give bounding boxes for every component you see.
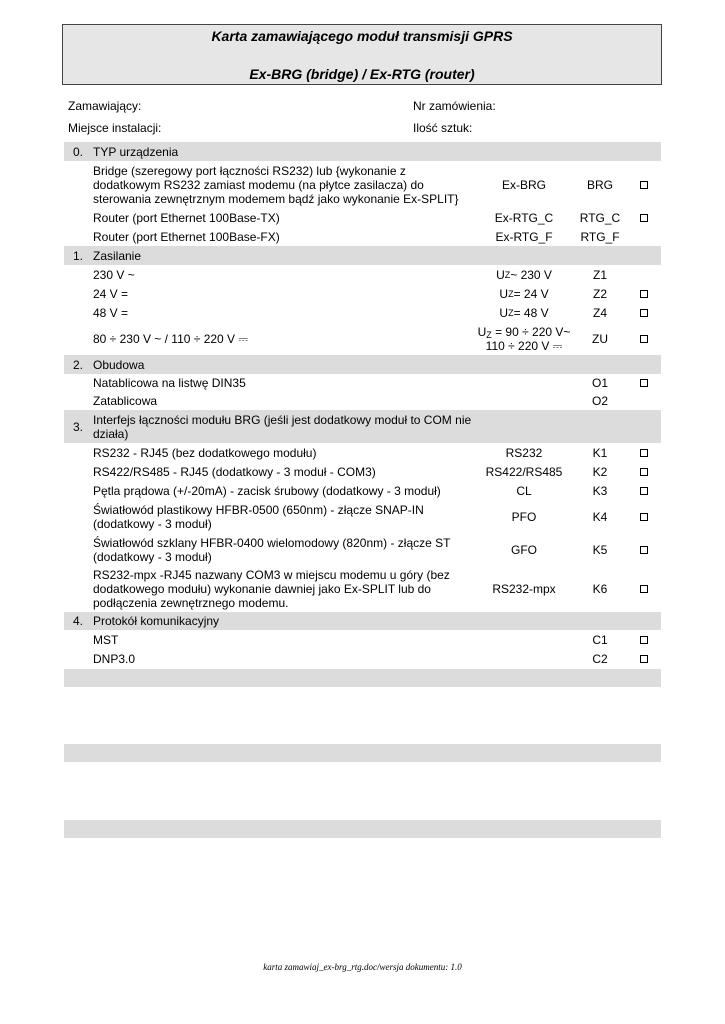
- option-description: 24 V =: [93, 286, 129, 301]
- section-label: Zasilanie: [93, 248, 142, 263]
- checkbox-k3[interactable]: [640, 487, 648, 495]
- option-tag: Z1: [592, 267, 607, 282]
- option-row-k2: [64, 462, 661, 481]
- checkbox-c2[interactable]: [640, 655, 648, 663]
- section-number: 0.: [72, 144, 83, 159]
- option-tag: K3: [592, 483, 608, 498]
- option-description: DNP3.0: [93, 651, 136, 666]
- section-label: TYP urządzenia: [93, 144, 179, 159]
- option-row-z2: [64, 284, 661, 303]
- option-description: Pętla prądowa (+/-20mA) - zacisk śrubowy (dodatkowy - 3 moduł): [93, 483, 441, 498]
- option-tag: Z2: [592, 286, 607, 301]
- checkbox-k6[interactable]: [640, 585, 648, 593]
- empty-shaded-band: [64, 744, 661, 762]
- option-description: Natablicowa na listwę DIN35: [93, 376, 246, 390]
- option-row-z1: [64, 265, 661, 284]
- quantity-label: Ilość sztuk:: [413, 121, 473, 135]
- option-code: GFO: [511, 542, 537, 557]
- section-interface: [64, 410, 661, 443]
- option-tag: O1: [591, 376, 608, 390]
- option-row-k3: [64, 481, 661, 500]
- checkbox-k1[interactable]: [640, 449, 648, 457]
- option-row-brg: [64, 162, 661, 208]
- option-code: U Z = 24 V: [499, 286, 549, 301]
- checkbox-rtg-c[interactable]: [640, 214, 648, 222]
- option-row-z4: [64, 303, 661, 322]
- checkbox-z2[interactable]: [640, 290, 648, 298]
- section-number: 3.: [72, 419, 83, 434]
- document-title: [62, 24, 662, 85]
- option-code: U Z ~ 230 V: [496, 267, 552, 282]
- option-row-k1: [64, 443, 661, 462]
- option-row-rtg-f: [64, 227, 661, 246]
- option-description: 80 ÷ 230 V ~ / 110 ÷ 220 V ⎓: [93, 331, 248, 346]
- option-tag: Z4: [592, 305, 607, 320]
- option-description: 48 V =: [93, 305, 129, 320]
- option-description: Router (port Ethernet 100Base-TX): [93, 210, 280, 225]
- empty-shaded-band: [64, 669, 661, 687]
- option-code: Ex-RTG_F: [495, 229, 553, 244]
- option-tag: RTG_C: [579, 210, 621, 225]
- option-tag: O2: [591, 394, 608, 408]
- empty-shaded-band: [64, 820, 661, 838]
- option-tag: K5: [592, 542, 608, 557]
- option-row-k5: [64, 533, 661, 566]
- section-device-type: [64, 142, 661, 161]
- option-description: Bridge (szeregowy port łączności RS232) lub {wykonanie z dodatkowym RS232 zamiast modemu (na płytce zasilacza) do sterowania zewnętrznym modemem bądź jako wykonanie Ex-SPLIT}: [93, 164, 459, 206]
- option-description: 230 V ~: [93, 267, 135, 282]
- option-description: Router (port Ethernet 100Base-FX): [93, 229, 280, 244]
- checkbox-brg[interactable]: [640, 181, 648, 189]
- location-label: Miejsce instalacji:: [68, 121, 162, 135]
- option-tag: ZU: [592, 331, 608, 346]
- checkbox-zu[interactable]: [640, 335, 648, 343]
- section-protocol: [64, 612, 661, 630]
- option-description: Zatablicowa: [93, 394, 158, 408]
- option-code: CL: [516, 483, 532, 498]
- option-code: PFO: [511, 509, 537, 524]
- orderer-label: Zamawiający:: [68, 99, 142, 113]
- option-description: RS232-mpx -RJ45 nazwany COM3 w miejscu modemu u góry (bez dodatkowego modułu) wykonanie dawniej jako Ex-SPLIT lub do podłączenia zewnętrznego modemu.: [93, 568, 450, 610]
- option-tag: K6: [592, 582, 608, 596]
- checkbox-c1[interactable]: [640, 636, 648, 644]
- option-tag: RTG_F: [580, 229, 620, 244]
- title-line-2: Ex-BRG (bridge) / Ex-RTG (router): [249, 66, 475, 82]
- option-description: RS232 - RJ45 (bez dodatkowego modułu): [93, 445, 317, 460]
- checkbox-z4[interactable]: [640, 309, 648, 317]
- section-number: 1.: [72, 248, 83, 263]
- checkbox-k2[interactable]: [640, 468, 648, 476]
- option-row-zu: [64, 322, 661, 355]
- title-line-1: Karta zamawiającego moduł transmisji GPRS: [211, 28, 513, 44]
- section-label: Obudowa: [93, 357, 145, 372]
- option-tag: K4: [592, 509, 608, 524]
- option-code: RS232: [505, 445, 543, 460]
- option-row-k6: [64, 566, 661, 612]
- option-code: RS232-mpx: [492, 582, 556, 596]
- option-row-k4: [64, 500, 661, 533]
- document-footer: karta zamawiaj_ex-brg_rtg.doc/wersja dokumentu: 1.0: [263, 962, 462, 972]
- option-row-o1: [64, 374, 661, 392]
- option-description: Światłowód szklany HFBR-0400 wielomodowy (820nm) - złącze ST (dodatkowy - 3 moduł): [93, 535, 451, 564]
- option-description: RS422/RS485 - RJ45 (dodatkowy - 3 moduł - COM3): [93, 464, 376, 479]
- section-label: Interfejs łączności modułu BRG (jeśli jest dodatkowy moduł to COM nie działa): [93, 412, 472, 441]
- option-description: MST: [93, 632, 119, 647]
- option-code: U Z = 48 V: [499, 305, 549, 320]
- section-number: 2.: [72, 357, 83, 372]
- section-number: 4.: [72, 614, 83, 628]
- option-code: Ex-BRG: [501, 178, 546, 192]
- option-row-c2: [64, 649, 661, 668]
- section-power-supply: [64, 246, 661, 265]
- option-tag: BRG: [586, 178, 613, 192]
- option-row-rtg-c: [64, 208, 661, 227]
- checkbox-k4[interactable]: [640, 513, 648, 521]
- section-housing: [64, 355, 661, 374]
- option-tag: C1: [592, 632, 608, 647]
- option-tag: K1: [592, 445, 608, 460]
- option-code: Ex-RTG_C: [494, 210, 554, 225]
- order-number-label: Nr zamówienia:: [413, 99, 496, 113]
- option-tag: C2: [592, 651, 608, 666]
- option-description: Światłowód plastikowy HFBR-0500 (650nm) - złącze SNAP-IN (dodatkowy - 3 moduł): [93, 502, 424, 531]
- option-code: RS422/RS485: [485, 464, 563, 479]
- option-code: $U_Z = 90 \div 220$ V~ 110 ÷ 220 V ⎓: [477, 324, 571, 353]
- checkbox-o1[interactable]: [640, 379, 648, 387]
- section-label: Protokół komunikacyjny: [93, 614, 220, 628]
- checkbox-k5[interactable]: [640, 546, 648, 554]
- option-tag: K2: [592, 464, 608, 479]
- option-row-c1: [64, 630, 661, 649]
- option-row-o2: [64, 392, 661, 410]
